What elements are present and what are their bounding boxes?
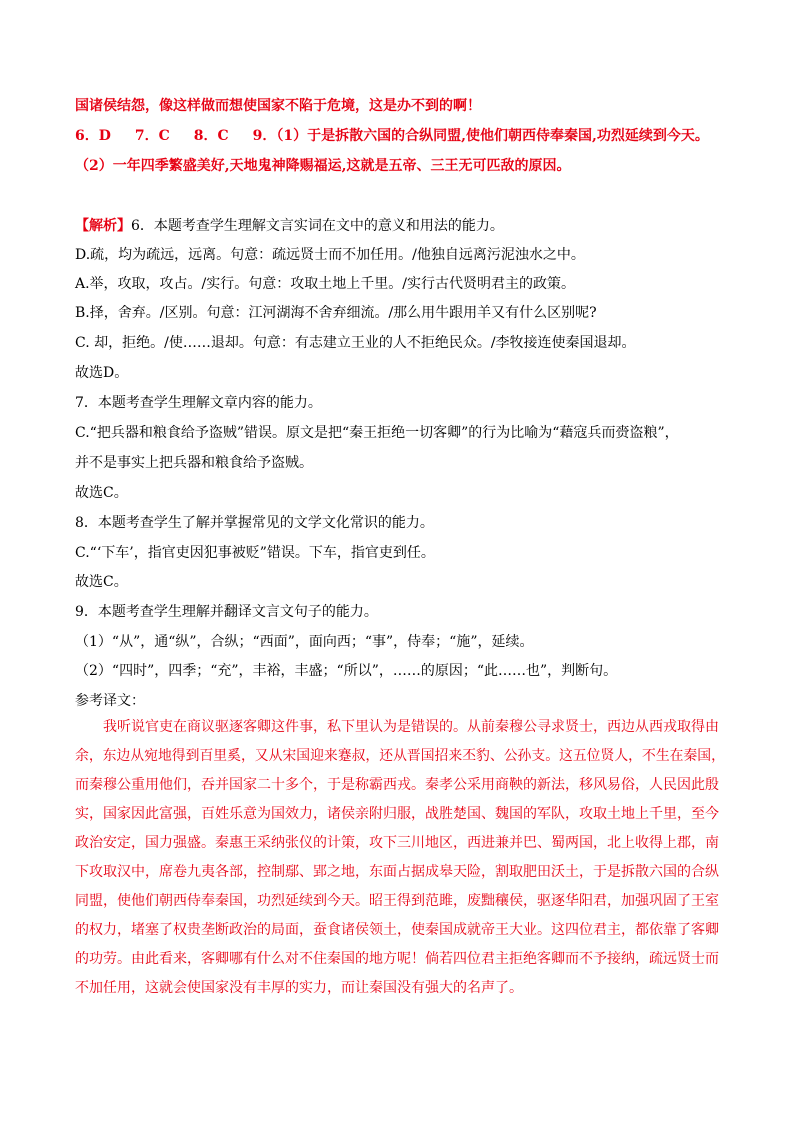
translation-line: 的功劳。由此看来，客卿哪有什么对不住秦国的地方呢！倘若四位君主拒绝客卿而不予接纳，疏远贤士而 bbox=[75, 951, 719, 967]
answer-continuation: 国诸侯结怨，像这样做而想使国家不陷于危境，这是办不到的啊！ bbox=[75, 98, 481, 114]
answer-key-line bbox=[75, 127, 709, 145]
translation-line: 同盟，使他们朝西侍奉秦国，功烈延续到今天。昭王得到范雎，废黜穰侯，驱逐华阳君，加强巩固了王室 bbox=[75, 893, 719, 909]
translation-line: 而秦穆公重用他们，吞并国家二十多个，于是称霸西戎。秦孝公采用商鞅的新法，移风易俗，人民因此殷 bbox=[75, 777, 719, 793]
reference-translation-label: 参考译文： bbox=[75, 693, 145, 709]
analysis-q6-option-a: A.举，攻取，攻占。/实行。句意：攻取土地上千里。/实行古代贤明君主的政策。 bbox=[75, 276, 575, 292]
analysis-q7-option-c-line2: 并不是事实上把兵器和粮食给予盗贼。 bbox=[75, 455, 313, 471]
translation-line: 不加任用，这就会使国家没有丰厚的实力，而让秦国没有强大的名声了。 bbox=[75, 980, 523, 996]
analysis-q6-text: 6．本题考查学生理解文言实词在文中的意义和用法的能力。 bbox=[131, 218, 504, 234]
answer-6: 6．D bbox=[75, 128, 111, 144]
analysis-q6-option-b: B.择，舍弃。/区别。句意：江河湖海不舍弃细流。/那么用牛跟用羊又有什么区别呢? bbox=[75, 305, 597, 321]
analysis-q7-intro: 7．本题考查学生理解文章内容的能力。 bbox=[75, 395, 322, 411]
analysis-q7-pick: 故选C。 bbox=[75, 485, 128, 501]
answer-7: 7．C bbox=[134, 128, 170, 144]
analysis-q8-option-c: C.“‘下车’，指官吏因犯事被贬”错误。下车，指官吏到任。 bbox=[75, 545, 435, 561]
analysis-q9-note-1: （1）“从”，通“纵”，合纵；“西面”，面向西；“事”，侍奉；“施”，延续。 bbox=[75, 634, 534, 650]
analysis-q9-note-2: （2）“四时”，四季；“充”，丰裕，丰盛；“所以”，……的原因；“此……也”，判断句。 bbox=[75, 663, 618, 679]
translation-line: 政治安定，国力强盛。秦惠王采纳张仪的计策，攻下三川地区，西进兼并巴、蜀两国，北上收得上郡，南 bbox=[75, 835, 719, 851]
answer-9-part-2: （2）一年四季繁盛美好,天地鬼神降赐福运,这就是五帝、三王无可匹敌的原因。 bbox=[75, 158, 571, 174]
translation-line: 下攻取汉中，席卷九夷各部，控制鄢、郢之地，东面占据成皋天险，割取肥田沃土，于是拆散六国的合纵 bbox=[75, 864, 719, 880]
translation-line: 的权力，堵塞了权贵垄断政治的局面，蚕食诸侯领土，使秦国成就帝王大业。这四位君主，都依靠了客卿 bbox=[75, 922, 719, 938]
analysis-tag: 【解析】 bbox=[75, 218, 131, 234]
analysis-q6-intro bbox=[75, 217, 504, 235]
answer-8: 8．C bbox=[193, 128, 229, 144]
analysis-q6-option-c: C. 却，拒绝。/使……退却。句意：有志建立王业的人不拒绝民众。/李牧接连使秦国退却。 bbox=[75, 335, 636, 351]
analysis-q6-option-d: D.疏，均为疏远，远离。句意：疏远贤士而不加任用。/他独自远离污泥浊水之中。 bbox=[75, 247, 585, 263]
analysis-q8-intro: 8．本题考查学生了解并掌握常见的文学文化常识的能力。 bbox=[75, 515, 434, 531]
analysis-q9-intro: 9．本题考查学生理解并翻译文言文句子的能力。 bbox=[75, 604, 378, 620]
translation-line: 我听说官吏在商议驱逐客卿这件事，私下里认为是错误的。从前秦穆公寻求贤士，西边从西戎取得由 bbox=[75, 719, 719, 735]
translation-line: 余，东边从宛地得到百里奚，又从宋国迎来蹇叔，还从晋国招来丕豹、公孙支。这五位贤人，不生在秦国， bbox=[75, 748, 725, 764]
analysis-q8-pick: 故选C。 bbox=[75, 574, 128, 590]
translation-line: 实，国家因此富强，百姓乐意为国效力，诸侯亲附归服，战胜楚国、魏国的军队，攻取土地上千里，至今 bbox=[75, 806, 719, 822]
analysis-q7-option-c-line1: C.“把兵器和粮食给予盗贼”错误。原文是把“秦王拒绝一切客卿”的行为比喻为“藉寇兵而赍盗粮”， bbox=[75, 425, 679, 441]
answer-9-part-1: 9．（1）于是拆散六国的合纵同盟,使他们朝西侍奉秦国,功烈延续到今天。 bbox=[252, 128, 709, 144]
analysis-q6-pick: 故选D。 bbox=[75, 365, 129, 381]
